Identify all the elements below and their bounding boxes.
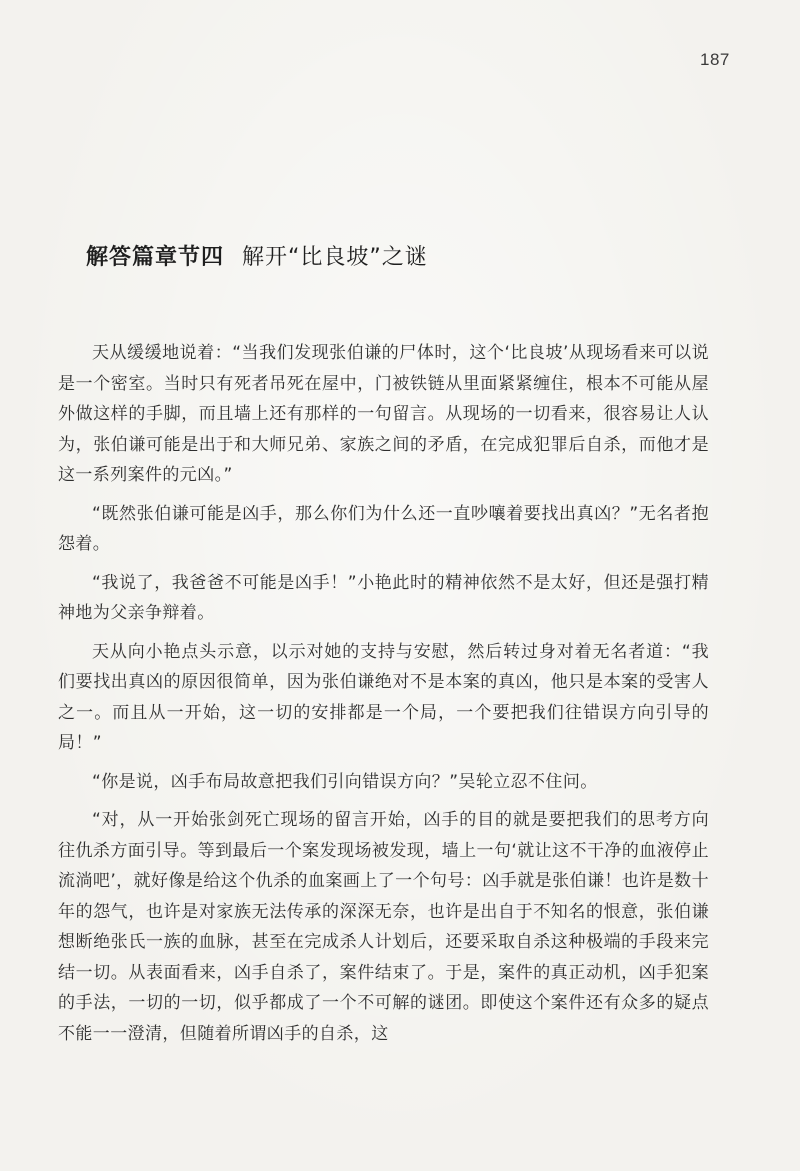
paragraph: 天从向小艳点头示意，以示对她的支持与安慰，然后转过身对着无名者道：“我们要找出真凶的原因很简单，因为张伯谦绝对不是本案的真凶，他只是本案的受害人之一。而且从一开始，这一切的安排都是一个局，一个要把我们往错误方向引导的局！” — [58, 641, 709, 753]
chapter-label: 解答篇章节四 — [86, 245, 225, 270]
paragraph: “既然张伯谦可能是凶手，那么你们为什么还一直吵嚷着要找出真凶？”无名者抱怨着。 — [58, 503, 709, 554]
body-text — [58, 338, 709, 1057]
paragraph: “我说了，我爸爸不可能是凶手！”小艳此时的精神依然不是太好，但还是强打精神地为父亲争辩着。 — [58, 572, 709, 623]
paragraph: “对，从一开始张剑死亡现场的留言开始，凶手的目的就是要把我们的思考方向往仇杀方面引导。等到最后一个案发现场被发现，墙上一句‘就让这不干净的血液停止流淌吧’，就好像是给这个仇杀的血案画上了一个句号：凶手就是张伯谦！也许是数十年的怨气，也许是对家族无法传承的深深无奈，也许是出自于不知名的恨意，张伯谦想断绝张氏一族的血脉，甚至在完成杀人计划后，还要采取自杀这种极端的手段来完结一切。从表面看来，凶手自杀了，案件结束了。于是，案件的真正动机，凶手犯案的手法，一切的一切，似乎都成了一个不可解的谜团。即使这个案件还有众多的疑点不能一一澄清，但随着所谓凶手的自杀，这 — [58, 810, 709, 1044]
page-number: 187 — [700, 50, 730, 69]
chapter-heading — [86, 240, 726, 271]
chapter-title: 解开“比良坡”之谜 — [242, 245, 428, 270]
paragraph: “你是说，凶手布局故意把我们引向错误方向？”吴轮立忍不住问。 — [92, 771, 598, 792]
paragraph: 天从缓缓地说着：“当我们发现张伯谦的尸体时，这个‘比良坡’从现场看来可以说是一个密室。当时只有死者吊死在屋中，门被铁链从里面紧紧缠住，根本不可能从屋外做这样的手脚，而且墙上还有那样的一句留言。从现场的一切看来，很容易让人认为，张伯谦可能是出于和大师兄弟、家族之间的矛盾，在完成犯罪后自杀，而他才是这一系列案件的元凶。” — [58, 343, 709, 485]
